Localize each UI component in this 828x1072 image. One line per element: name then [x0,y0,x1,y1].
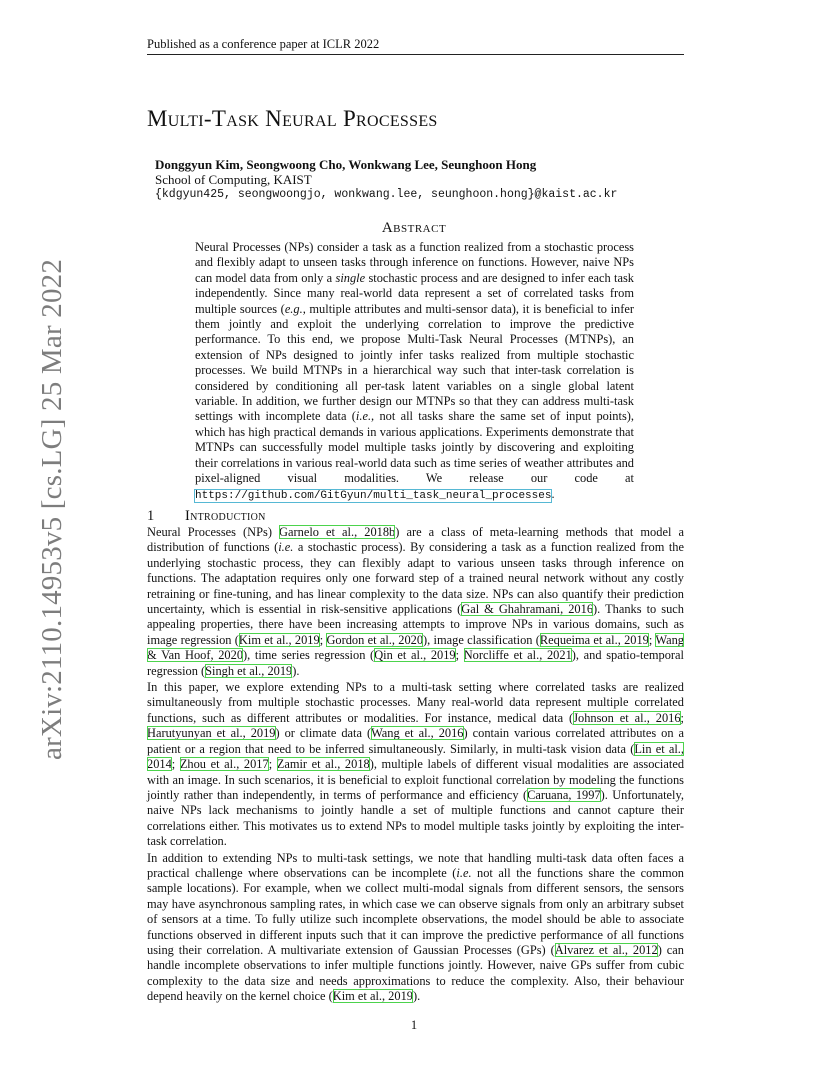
citation-link[interactable]: Caruana, 1997 [527,787,601,802]
citation-link[interactable]: Qin et al., 2019 [374,648,456,663]
section-title: Introduction [185,508,266,524]
paragraph-text: ) are a class of meta-learning methods that model a distribution of functions ( [147,525,684,555]
abstract-emph: single [335,270,366,285]
citation-link[interactable]: Wang & Van Hoof, 2020 [147,632,684,663]
paragraph-text: Neural Processes (NPs) [147,525,280,539]
paragraph-text: ). [412,989,421,1004]
paragraph-text: ; [319,632,327,647]
citation-link[interactable]: Norcliffe et al., 2021 [463,648,572,663]
paragraph-text: ), time series regression ( [243,648,375,663]
intro-paragraph-2 [147,680,684,849]
abstract-heading: Abstract [381,220,447,236]
paragraph-text: In this paper, we explore extending NPs to a multi-task setting where correlated tasks are realized simultaneously from multiple stochastic processes. Many real-world data represent multiple correlated functions, such as different attributes or modalities. For instance, medical data ( [147,680,684,725]
citation-link[interactable]: Harutyunyan et al., 2019 [147,726,276,741]
paragraph-text: ), multiple labels of different visual modalities are associated with an image. In such scenarios, it is beneficial to exploit functional correlation by modeling the functions jointly rather than independently, in terms of performance and efficiency ( [147,757,685,802]
paragraph-text: ), image classification ( [423,632,540,647]
affiliation: School of Computing, KAIST [155,172,312,187]
abstract-emph: i.e., [355,409,375,424]
citation-link[interactable]: Kim et al., 2019 [238,632,320,647]
author-emails: {kdgyun425, seongwoongjo, wonkwang.lee, seunghoon.hong}@kaist.ac.kr [155,188,618,201]
running-header: Published as a conference paper at ICLR 2022 [147,37,380,51]
page-number: 1 [410,1018,418,1032]
arxiv-identifier: arXiv:2110.14953v5 [cs.LG] 25 Mar 2022 [36,258,68,760]
paragraph-text: ) or climate data ( [275,726,372,741]
abstract-text [195,240,634,504]
paper-title: Multi-Task Neural Processes [147,106,438,131]
paragraph-text: ) contain various correlated attributes on a patient or a region that need to be inferred simultaneously. Similarly, in multi-task vision data ( [147,726,685,756]
citation-link[interactable]: Johnson et al., 2016 [573,710,681,725]
paragraph-text: ). Unfortunately, naive NPs lack mechanisms to jointly handle a set of multiple functions and cannot capture their correlations either. This motivates us to extend NPs to model multiple tasks jointly by exploiting the inter-task correlation. [147,787,684,849]
paragraph-text: ; [455,648,464,663]
citation-link[interactable]: Zhou et al., 2017 [179,757,269,772]
abstract-emph: e.g., [284,301,306,316]
abstract-part: not all tasks share the same set of input points), which has high practical demands in various applications. Experiments demonstrate that MTNPs can successfully model multiple tasks jointly by discovering and exploiting their correlations in various real-world data such as time series of weather attributes and pixel-aligned visual modalities. We release our code at [195,409,634,486]
citation-link[interactable]: Zamir et al., 2018 [276,757,370,772]
paragraph-text: ). [292,663,300,678]
citation-link[interactable]: Álvarez et al., 2012 [554,942,658,957]
citation-link[interactable]: Singh et al., 2019 [205,663,293,678]
citation-link[interactable]: Wang et al., 2016 [371,726,464,741]
paragraph-text: ) can handle incomplete observations to infer multiple functions jointly. However, naive GPs suffer from cubic complexity to the data size and needs approximations to reduce the complexity. Also, their behaviour depend heavily on the kernel choice ( [147,942,684,1004]
paragraph-text: ), and spatio-temporal regression ( [147,648,684,678]
paragraph-text: ). Thanks to such appealing properties, there have been increasing attempts to improve NPs in various domains, such as image regression ( [147,602,684,647]
section-heading [147,508,266,525]
citation-link[interactable]: Garnelo et al., 2018b [279,525,396,539]
paragraph-text: a stochastic process). By considering a task as a function realized from the underlying stochastic process, they can flexibly adapt to various unseen tasks through inference on functions. The adaptation requires only one forward step of a trained neural network without any costly retraining or fine-tuning, and has linear complexity to the data size. NPs can also quantify their prediction uncertainty, which is essential in risk-sensitive applications ( [147,540,684,617]
paragraph-text: not all the functions share the common sample locations). For example, when we collect multi-modal signals from different sensors, the sensors may have asynchronous sampling rates, in which case we can observe signals from only an arbitrary subset of sensors at a time. To fully utilize such incomplete observations, the model should be able to associate functions observed in different inputs such that it can improve the predictive performance of all functions using their correlation. A multivariate extension of Gaussian Processes (GPs) ( [147,865,685,957]
paragraph-text: ; [680,710,684,725]
paragraph-text: ; [171,757,180,772]
citation-link[interactable]: Gal & Ghahramani, 2016 [461,602,594,617]
intro-paragraph-1 [147,525,684,679]
citation-link[interactable]: Lin et al., 2014 [147,741,685,772]
abstract-part: . [551,486,555,501]
abstract-part: stochastic process and are designed to infer each task independently. Since many real-world data represent a set of correlated tasks from multiple sources ( [195,270,634,316]
italic-text: i.e. [278,540,294,555]
paragraph-text: ; [648,632,656,647]
code-link[interactable]: https://github.com/GitGyun/multi_task_neural_processes [195,489,552,502]
introduction-body [147,525,684,1006]
paragraph-text: ; [268,757,277,772]
abstract-part: multiple attributes and multi-sensor data), it is beneficial to infer them jointly and exploit the underlying correlation to improve the predictive performance. To this end, we propose Multi-Task Neural Processes (MTNPs), an extension of NPs designed to jointly infer tasks realized from multiple stochastic processes. We build MTNPs in a hierarchical way such that inter-task correlation is considered by conditioning all per-task latent variables on a single global latent variable. In addition, we further design our MTNPs so that they can address multi-task settings with incomplete data ( [195,301,635,424]
citation-link[interactable]: Gordon et al., 2020 [326,632,424,647]
paragraph-text: In addition to extending NPs to multi-task settings, we note that handling multi-task data often faces a practical challenge where observations can be incomplete ( [147,850,684,880]
header-rule [147,54,684,55]
citation-link[interactable]: Kim et al., 2019 [332,989,413,1004]
italic-text: i.e. [456,865,472,880]
abstract-part: Neural Processes (NPs) consider a task as a function realized from a stochastic process and flexibly adapt to unseen tasks through inference on functions. However, naive NPs can model data from only a [195,240,634,285]
citation-link[interactable]: Requeima et al., 2019 [539,632,649,647]
intro-paragraph-3 [147,851,684,1005]
author-list: Donggyun Kim, Seongwoong Cho, Wonkwang Lee, Seunghoon Hong [155,157,537,172]
section-number: 1 [147,508,155,524]
